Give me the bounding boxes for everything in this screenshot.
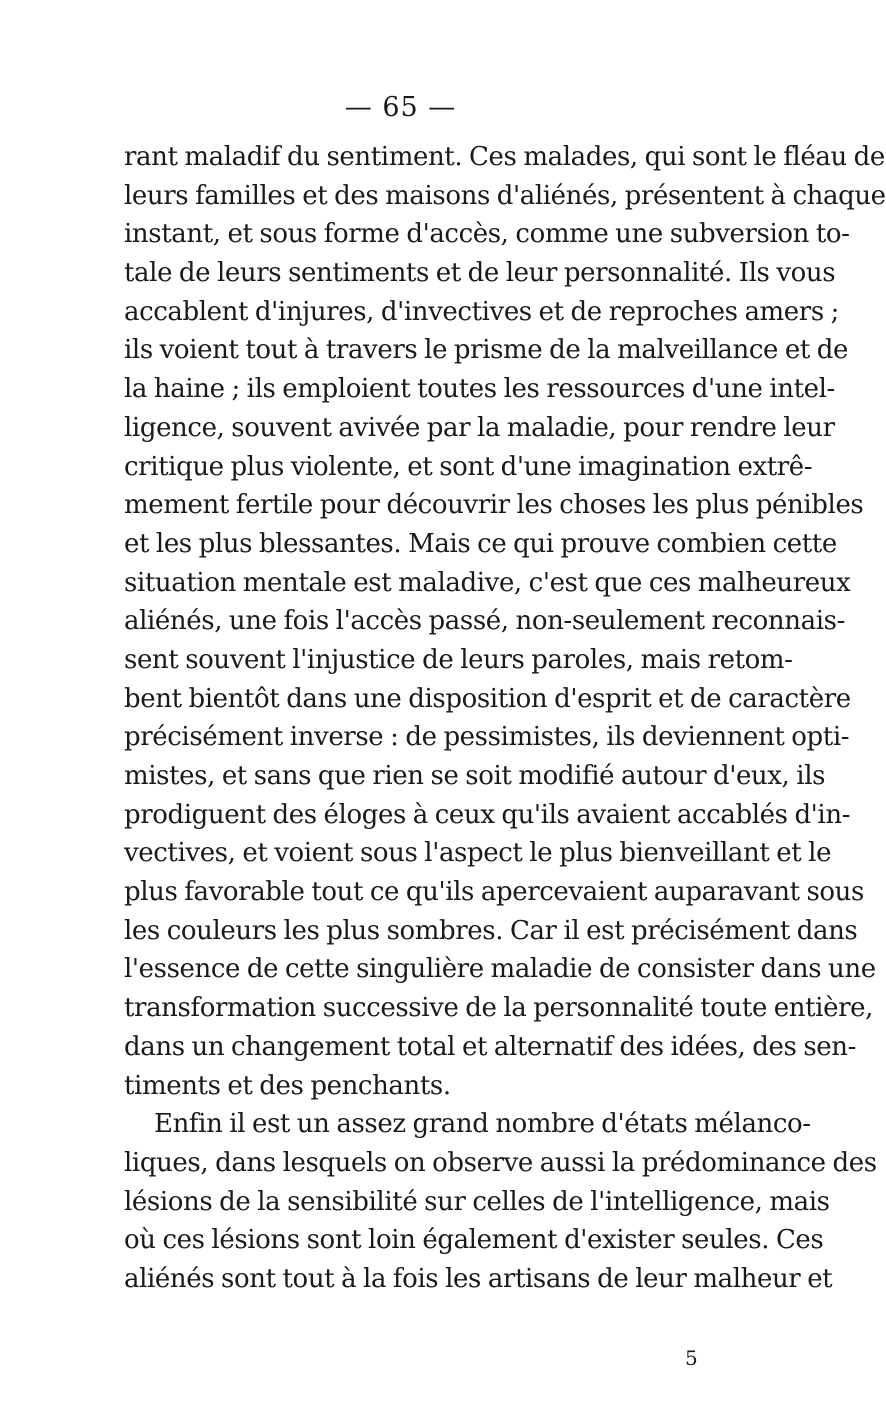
text-line: leurs familles et des maisons d'aliénés, présentent à chaque bbox=[124, 180, 886, 211]
text-line: l'essence de cette singulière maladie de consister dans une bbox=[124, 954, 876, 985]
text-line: la haine ; ils emploient toutes les ressources d'une intel- bbox=[124, 374, 835, 405]
text-line: transformation successive de la personnalité toute entière, bbox=[124, 993, 873, 1024]
text-line: critique plus violente, et sont d'une imagination extrê- bbox=[124, 451, 813, 482]
body-text bbox=[124, 138, 886, 1299]
text-line: vectives, et voient sous l'aspect le plus bienveillant et le bbox=[124, 838, 832, 869]
signature-mark: 5 bbox=[685, 1346, 698, 1370]
text-line: bent bientôt dans une disposition d'esprit et de caractère bbox=[124, 683, 851, 714]
text-line: situation mentale est maladive, c'est que ces malheureux bbox=[124, 567, 851, 598]
text-line: dans un changement total et alternatif des idées, des sen- bbox=[124, 1031, 856, 1062]
text-line: mistes, et sans que rien se soit modifié autour d'eux, ils bbox=[124, 761, 826, 791]
text-line: timents et des penchants. bbox=[124, 1070, 451, 1101]
text-line: et les plus blessantes. Mais ce qui prouve combien cette bbox=[124, 528, 837, 559]
text-line: aliénés, une fois l'accès passé, non-seulement reconnais- bbox=[124, 606, 845, 637]
text-line: ils voient tout à travers le prisme de la malveillance et de bbox=[124, 335, 849, 366]
text-line: mement fertile pour découvrir les choses les plus pénibles bbox=[124, 490, 864, 521]
text-line: où ces lésions sont loin également d'exister seules. Ces bbox=[124, 1225, 824, 1256]
text-line: Enfin il est un assez grand nombre d'états mélanco- bbox=[154, 1109, 811, 1140]
text-line: tale de leurs sentiments et de leur personnalité. Ils vous bbox=[124, 258, 836, 289]
text-line: instant, et sous forme d'accès, comme une subversion to- bbox=[124, 219, 850, 250]
text-line: prodiguent des éloges à ceux qu'ils avaient accablés d'in- bbox=[124, 799, 851, 830]
text-line: liques, dans lesquels on observe aussi la prédominance des bbox=[124, 1147, 877, 1178]
text-line: ligence, souvent avivée par la maladie, pour rendre leur bbox=[124, 412, 835, 443]
page-number: — 65 — bbox=[344, 92, 457, 123]
text-line: sent souvent l'injustice de leurs paroles, mais retom- bbox=[124, 644, 793, 675]
text-line: aliénés sont tout à la fois les artisans de leur malheur et bbox=[124, 1263, 833, 1294]
text-line: rant maladif du sentiment. Ces malades, qui sont le fléau de bbox=[124, 142, 885, 172]
text-line: précisément inverse : de pessimistes, ils deviennent opti- bbox=[124, 722, 850, 753]
text-line: lésions de la sensibilité sur celles de l'intelligence, mais bbox=[124, 1186, 830, 1217]
text-line: accablent d'injures, d'invectives et de reproches amers ; bbox=[124, 296, 839, 327]
text-line: les couleurs les plus sombres. Car il est précisément dans bbox=[124, 915, 858, 946]
text-line: plus favorable tout ce qu'ils apercevaient auparavant sous bbox=[124, 877, 864, 908]
